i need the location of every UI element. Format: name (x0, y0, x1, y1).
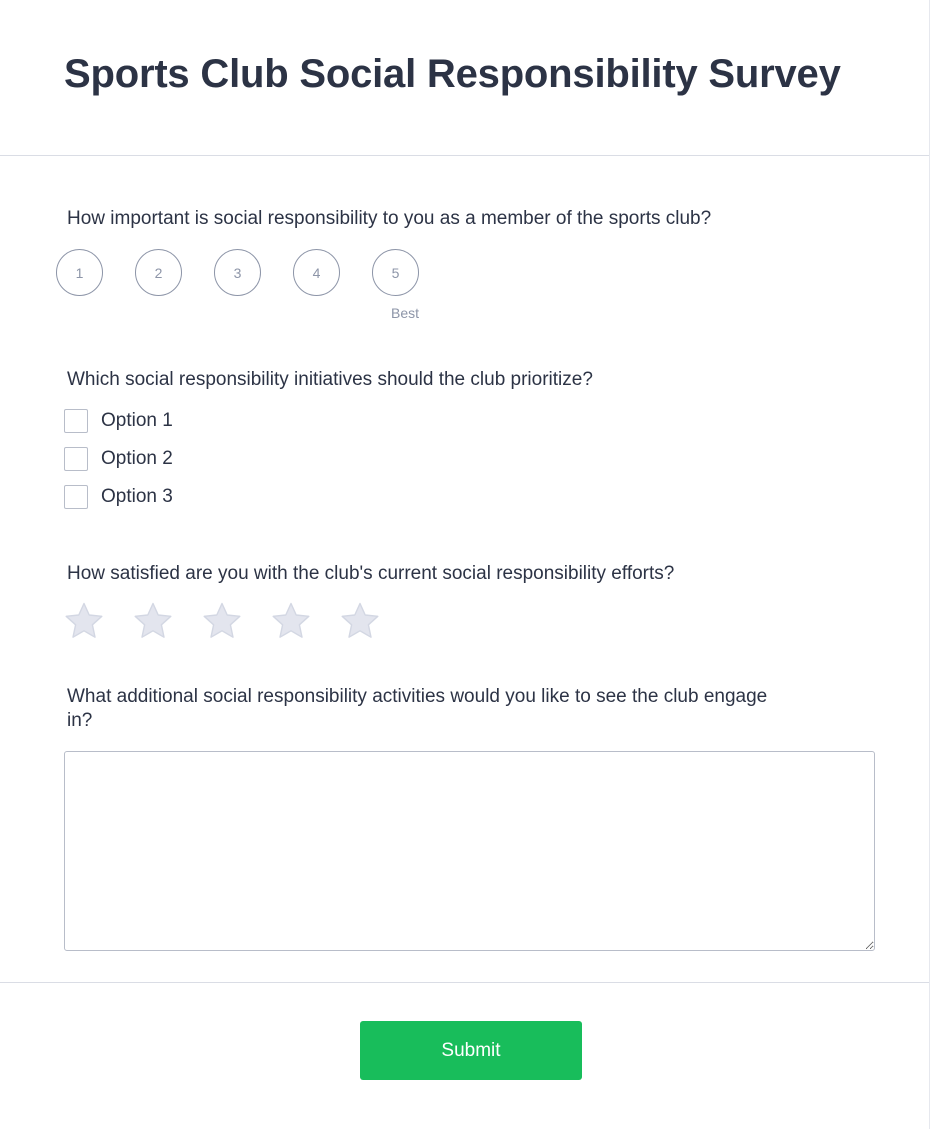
checkbox-box[interactable] (64, 409, 88, 433)
star-icon-4[interactable] (271, 601, 311, 641)
star-icon-1[interactable] (64, 601, 104, 641)
question-importance: How important is social responsibility to you as a member of the sports club? (67, 208, 712, 229)
question-initiatives: Which social responsibility initiatives should the club prioritize? (67, 369, 593, 390)
scale-option-1[interactable]: 1 (56, 249, 103, 296)
checkbox-option-3[interactable] (64, 485, 173, 509)
additional-activities-textarea[interactable] (64, 751, 875, 951)
scale-max-label: Best (391, 305, 420, 321)
question-additional-activities-cont: in? (67, 710, 93, 731)
scale-option-4[interactable]: 4 (293, 249, 340, 296)
question-additional-activities: What additional social responsibility activities would you like to see the club engage (67, 686, 768, 707)
scale-option-3[interactable]: 3 (214, 249, 261, 296)
checkbox-option-1[interactable] (64, 409, 173, 433)
form-header (0, 0, 929, 156)
submit-button[interactable]: Submit (360, 1021, 582, 1080)
star-icon-5[interactable] (340, 601, 380, 641)
form-footer (0, 982, 929, 1129)
scale-option-2[interactable]: 2 (135, 249, 182, 296)
star-icon-3[interactable] (202, 601, 242, 641)
checkbox-label: Option 1 (101, 410, 173, 431)
checkbox-label: Option 3 (101, 486, 173, 507)
checkbox-box[interactable] (64, 447, 88, 471)
checkbox-label: Option 2 (101, 448, 173, 469)
checkbox-option-2[interactable] (64, 447, 173, 471)
scale-option-5[interactable]: 5 (372, 249, 419, 296)
question-satisfaction: How satisfied are you with the club's current social responsibility efforts? (67, 563, 675, 584)
checkbox-box[interactable] (64, 485, 88, 509)
form-title: Sports Club Social Responsibility Survey (64, 52, 841, 96)
star-icon-2[interactable] (133, 601, 173, 641)
